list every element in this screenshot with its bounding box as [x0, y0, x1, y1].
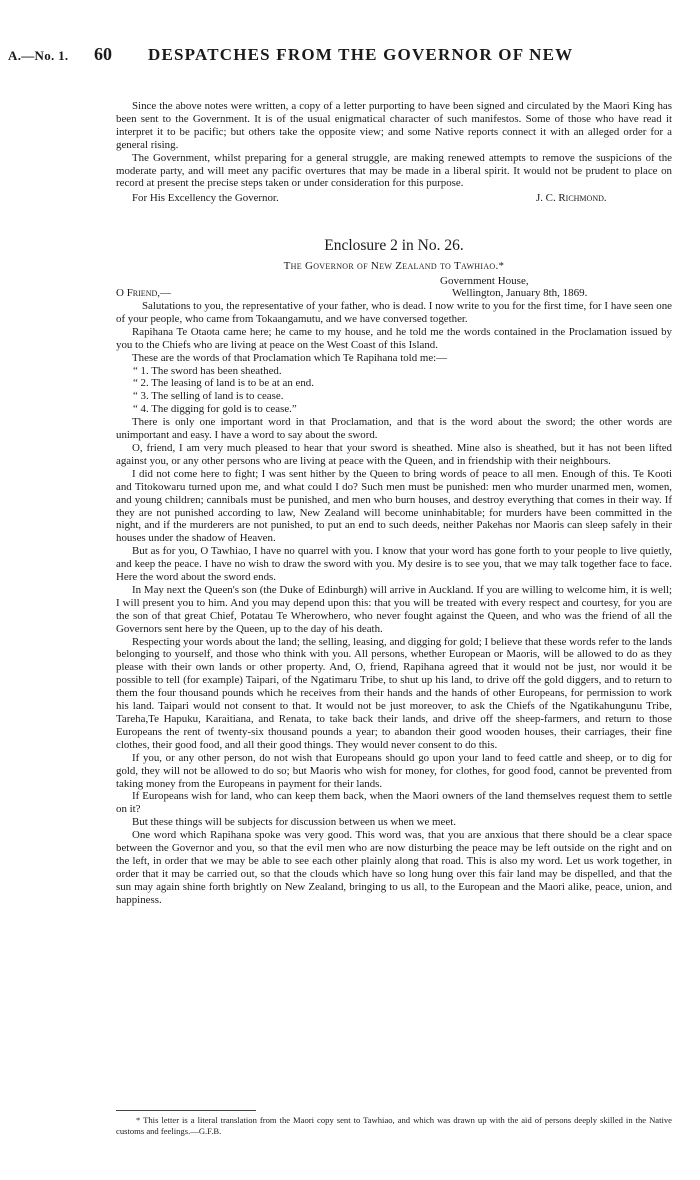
- intro-section: [116, 100, 672, 206]
- parliamentary-reference: A.—No. 1.: [8, 48, 69, 63]
- letter-paragraph: If you, or any other person, do not wish that Europeans should go upon your land to feed cattle and sheep, or to dig for gold, they will not be allowed to do so; but Maoris who wish for money, for clothes, for good food, cannot be prevented from taking money from the Europeans in payment for their lands.: [116, 751, 672, 790]
- letter-paragraph: These are the words of that Proclamation which Te Rapihana told me:—: [132, 351, 448, 364]
- proclamation-list: [116, 365, 672, 417]
- letter-paragraph: But these things will be subjects for discussion between us when we meet.: [132, 816, 456, 829]
- proclamation-item: “ 3. The selling of land is to cease.: [133, 390, 284, 403]
- letter-paragraph: I did not come here to fight; I was sent hither by the Queen to bring words of peace to all men. Enough of this. Te Kooti and Titokowaru turned upon me, and what could I do? Such men must be punished: men who murder unarmed men, women, and young children; cannibals must be punished, and men who burn houses, and destroy everything that comes in their way. If they are not punished according to law, New Zealand will become uninhabitable; for murders have been committed in the night, and if the murderers are not punished, to put an end to such deeds, neither Pakehas nor Maoris can sleep safely in their houses under the shadow of Heaven.: [116, 467, 672, 545]
- letter-location: Government House,: [440, 275, 529, 287]
- letter-body: [116, 300, 672, 907]
- letter-paragraph: O, friend, I am very much pleased to hear that your sword is sheathed. Mine also is sheathed, but it has not been lifted against you, or any other persons who are living at peace with the Queen, and in friendship with their neighbours.: [116, 441, 672, 467]
- running-title: DESPATCHES FROM THE GOVERNOR OF NEW: [148, 45, 574, 64]
- letter-paragraph: Rapihana Te Otaota came here; he came to my house, and he told me the words contained in the Proclamation issued by you to the Chiefs who are living at peace on the West Coast of this Island.: [116, 325, 672, 351]
- letter-paragraph: Salutations to you, the representative of your father, who is dead. I now write to you for the first time, for I have seen one of your people, who came from Tokaangamutu, and we have conversed together.: [116, 300, 672, 325]
- page-number: 60: [94, 44, 112, 64]
- proclamation-item: “ 1. The sword has been sheathed.: [133, 364, 282, 377]
- signature-block: [116, 192, 672, 206]
- letter-paragraph: Respecting your words about the land; the selling, leasing, and digging for gold; I believe that these words refer to the lands belonging to yourself, and those who think with you. All persons, whether European or Maoris, will be allowed to do as they please with their own lands or other property. And, O, friend, Rapihana agreed that it would not be just, nor would it be possible to tell (for example) Taipari, of the Ngatimaru Tribe, to shut up his land, to drive off the gold diggers, and to return to them the four thousand pounds which he receives from their hands and the hands of other Europeans, for permission to work his land. Taipari would not consent to that. It would not be just moreover, to ask the Chiefs of the Ngatikahungunu Tribe, Tareha,Te Hapuku, Karaitiana, and Renata, to take back their lands, and drive off the sheep-farmers, and return to those Europeans the rent of twenty-six thousand pounds a year; to abandon their good wooden houses, their carriages, their fine clothes, their good food, and all their good things. They would never consent to do this.: [116, 635, 672, 751]
- enclosure-subtitle: The Governor of New Zealand to Tawhiao.*: [283, 260, 505, 272]
- proclamation-item: “ 4. The digging for gold is to cease.”: [133, 403, 297, 416]
- enclosure-title: Enclosure 2 in No. 26.: [324, 237, 464, 254]
- footnote-divider: [116, 1110, 256, 1111]
- intro-paragraph: Since the above notes were written, a copy of a letter purporting to have been signed and circulated by the Maori King has been sent to the Government. It is of the usual enigmatical character of such manifestos. Some of those who have read it interpret it to be pacific; but others take the opposite view; and some Native reports connect it with an alleged order for a general rising.: [116, 100, 672, 151]
- signature-for: For His Excellency the Governor.: [132, 192, 279, 205]
- intro-paragraph: The Government, whilst preparing for a general struggle, are making renewed attempts to remove the suspicions of the moderate party, and will meet any pacific overtures that may be made in a liberal spirit. It would not be prudent to place on record at present the precise steps taken or under consideration for this purpose.: [116, 151, 672, 190]
- letter-paragraph: There is only one important word in that Proclamation, and that is the word about the sword; the other words are unimportant and easy. I have a word to say about the sword.: [116, 416, 672, 442]
- letter-greeting: O Friend,—: [116, 287, 172, 299]
- page-header: [8, 44, 680, 68]
- proclamation-item: “ 2. The leasing of land is to be at an end.: [133, 377, 314, 390]
- footnote: [116, 1115, 672, 1137]
- footnote-text: * This letter is a literal translation from the Maori copy sent to Tawhiao, and which was drawn up with the aid of persons deeply skilled in the Native customs and feelings.—G.F.B.: [116, 1115, 672, 1136]
- letter-paragraph: But as for you, O Tawhiao, I have no quarrel with you. I know that your word has gone forth to your people to live quietly, and keep the peace. I have no wish to draw the sword with you. My desire is to see you, that we may talk together face to face. Here the word about the sword ends.: [116, 545, 672, 584]
- letter-paragraph: In May next the Queen's son (the Duke of Edinburgh) will arrive in Auckland. If you are willing to welcome him, it is well; I will present you to him. And you may depend upon this: that you will be treated with every respect and courtesy, for you are the son of that great Chief, Potatau Te Wherowhero, who never fought against the Queen, and who was the friend of all the Governors sent here by the Queen, up to the day of his death.: [116, 583, 672, 635]
- letter-date: Wellington, January 8th, 1869.: [452, 287, 588, 299]
- letter-paragraph: If Europeans wish for land, who can keep them back, when the Maori owners of the land themselves request them to settle on it?: [116, 790, 672, 816]
- letter-paragraph: One word which Rapihana spoke was very good. This word was, that you are anxious that there should be a clear space between the Governor and you, so that the evil men who are now disturbing the peace may be left outside on the right and on the left, in order that we may be able to see each other plainly along that road. This is also my word. Let us work together, in order that it may be carried out, so that the clouds which have so long hung over this fair land may be dispelled, and that the sun may again shine forth brightly on New Zealand, bringing to us all, to the European and the Maori alike, peace, union, and happiness.: [116, 829, 672, 906]
- signature-name: J. C. Richmond.: [536, 192, 607, 205]
